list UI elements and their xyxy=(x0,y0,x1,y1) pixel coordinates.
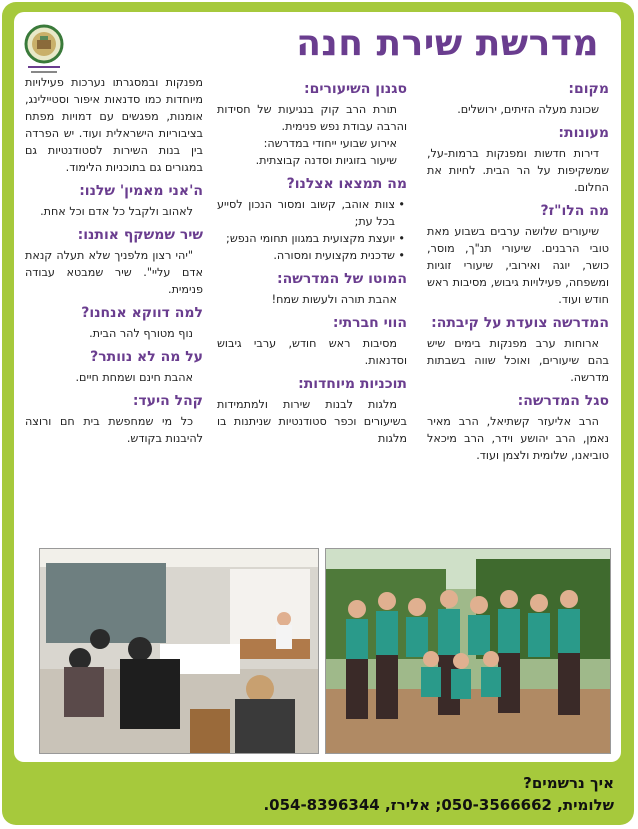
footer xyxy=(263,772,614,816)
why-text: נוף מטורף להר הבית. xyxy=(89,327,193,340)
song-text: "יהי רצון מלפניך שלא תעלה קנאת אדם עליי". שיר שמבטא עבודה פנימית. xyxy=(25,249,203,296)
logo xyxy=(22,20,66,80)
song-heading: שיר שמשקף אותנו: xyxy=(77,227,203,243)
never-heading: על מה לא נוותר? xyxy=(90,349,203,365)
column-middle xyxy=(217,74,407,447)
believe-heading: ה'אני מאמין' שלנו: xyxy=(79,183,203,199)
register-question: איך נרשמים? xyxy=(523,774,614,792)
staff-text: הרב אליעזר קשתיאל, הרב מאיר נאמן, הרב יהושע וידר, הרב מיכאל טוביאנו, שלומית ולצמן ועוד. xyxy=(427,415,609,462)
programs-text: מלגות לבנות שירות ולמתמידות בשיעורים וכפר סטודנטיות שניתנות בו מלגות xyxy=(217,398,407,445)
style-heading: סגנון השיעורים: xyxy=(304,81,407,97)
find-item: • יועצת מקצועית במגוון תחומי הנפש; xyxy=(217,230,407,247)
motto-heading: המוטו של המדרשה: xyxy=(277,271,407,287)
contact-info: שלומית, 050-3566662; אלירז, 054-8396344. xyxy=(263,796,614,814)
find-heading: מה תמצאו אצלנו? xyxy=(286,176,407,192)
never-text: אהבת חינם ושמחת חיים. xyxy=(75,371,193,384)
schedule-heading: מה הלו"ז? xyxy=(540,203,609,219)
target-text: כל מי שמחפשת בית חם ורוצה להיבנות בקודש. xyxy=(25,415,203,445)
intro-text: מפנקות ובמסגרתו נערכות פעילויות מיוחדות כמו סדנאות איפור וסטיילינג, אומנות, מפגשים עם דמויות מפתח בציבוריות הישראלית ועוד. יש הפרדה בין בנות השירות לסטודנטיות גם במגורים גם בתוכניות הלימוד. xyxy=(25,76,203,174)
style-text-1: תורת הרב קוק בנגיעות של חסידות והרבה עבודת נפש פנימית. xyxy=(217,103,407,133)
motto-text: אהבת תורה ולעשות שמח! xyxy=(271,293,397,306)
find-item: • צוות אוהב, קשוב ומסור הנכון לסייע בכל עת; xyxy=(217,196,407,230)
residence-text: דירות חדשות ומפנקות ברמות-על, שמשקיפות על הר הבית. לחיות את החלום. xyxy=(427,147,609,194)
style-text-3: שיעור בזוגיות וסדנה קבוצתית. xyxy=(255,154,397,167)
group-photo xyxy=(325,548,611,754)
believe-text: לאהוב ולקבל כל אדם וכל אחת. xyxy=(40,205,193,218)
why-heading: למה דווקא אנחנו? xyxy=(81,305,203,321)
page-frame xyxy=(2,2,634,825)
find-item: • שדכנית מקצועית ומסורה. xyxy=(217,247,407,264)
location-heading: מקום: xyxy=(568,81,609,97)
community-heading: המדרשה צועדת על קיבתה: xyxy=(431,315,609,331)
content-panel xyxy=(14,12,621,762)
staff-heading: סגל המדרשה: xyxy=(517,393,609,409)
column-left xyxy=(25,74,203,447)
column-right xyxy=(427,74,609,464)
residence-heading: מעונות: xyxy=(558,125,609,141)
location-text: שכונת מעלה הזיתים, ירושלים. xyxy=(457,103,599,116)
social-text: מסיבות ראש חודש, ערבי גיבוש וסדנאות. xyxy=(217,337,407,367)
style-text-2: אירוע שבועי ייחודי במדרשה: xyxy=(263,137,397,150)
social-heading: הווי חברתי: xyxy=(332,315,407,331)
classroom-photo xyxy=(39,548,319,754)
page-title: מדרשת שירת חנה xyxy=(296,23,599,64)
schedule-text: שיעורים שלושה ערבים בשבוע מאת טובי הרבנים. שיעורי תנ"ך, מוסר, כושר, יוגה ואירובי, שיעורי זוגיות ומשפחה, פעילויות גיבוש, מסיבות ראש חודש ועוד. xyxy=(427,225,609,306)
community-text: ארוחות ערב מפנקות בימים שיש בהם שיעורים, ואוכל שווה בשבתות מדרשה. xyxy=(427,337,609,384)
target-heading: קהל היעד: xyxy=(132,393,203,409)
programs-heading: תוכניות מיוחדות: xyxy=(298,376,407,392)
